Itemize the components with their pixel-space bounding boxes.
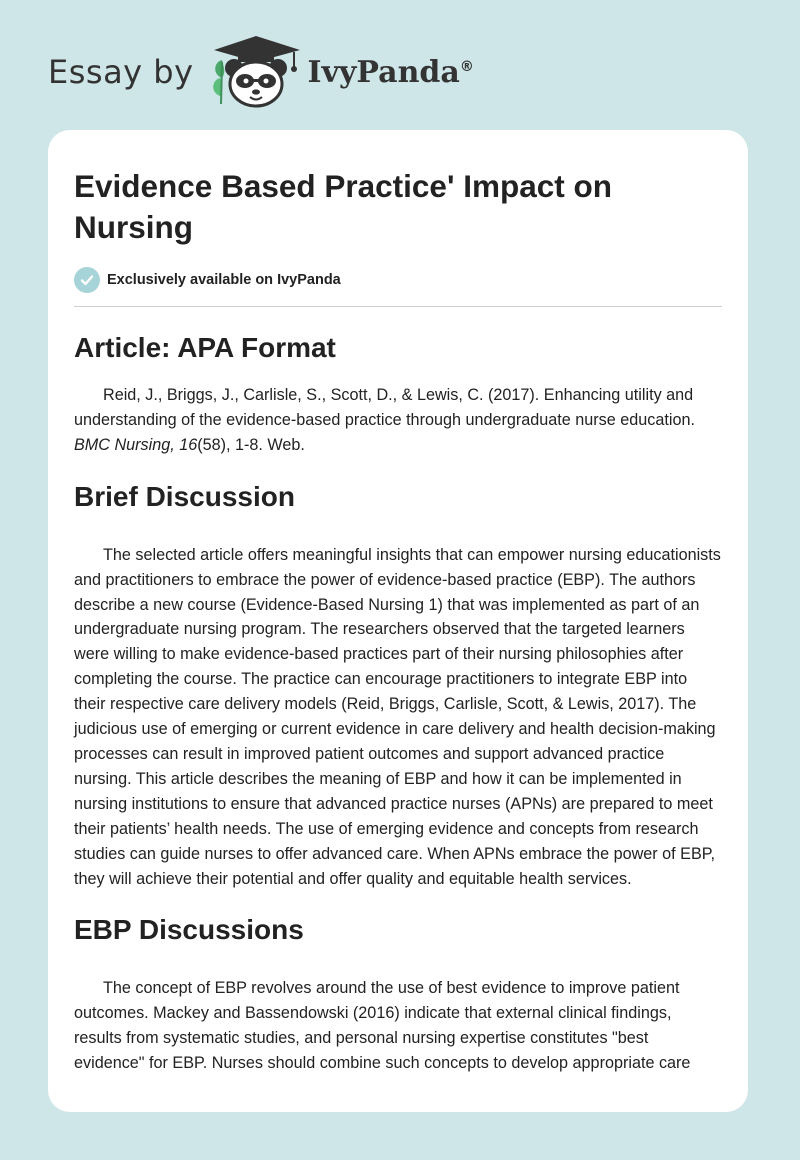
reference-tail: (58), 1-8. Web. <box>197 435 305 454</box>
check-circle-icon <box>74 267 100 293</box>
reference-journal: BMC Nursing, 16 <box>74 435 198 454</box>
brand-name[interactable]: IvyPanda® <box>307 54 474 90</box>
divider <box>74 306 722 307</box>
reference-lead: Reid, J., Briggs, J., Carlisle, S., Scott, D., & Lewis, C. (2017). Enhancing utility and understanding of the evidence-based practice through undergraduate nurse education. <box>74 386 695 429</box>
exclusive-text: Exclusively available on IvyPanda <box>107 272 341 288</box>
ebp-paragraph: The concept of EBP revolves around the use of best evidence to improve patient outcomes. Mackey and Bassendowski (2016) indicate that external clinical findings, results from systematic studies, and personal nursing expertise constitutes "best evidence" for EBP. Nurses should combine such concepts to develop appropriate care <box>74 979 691 1073</box>
section-heading-brief: Brief Discussion <box>74 480 295 512</box>
article-title: Evidence Based Practice' Impact on Nursing <box>74 168 612 245</box>
article-card <box>48 130 748 1112</box>
section-heading-apa: Article: APA Format <box>74 332 336 363</box>
apa-reference <box>74 383 722 458</box>
brief-paragraph: The selected article offers meaningful insights that can empower nursing educationists and practitioners to embrace the power of evidence-based practice (EBP). The authors describe a new course (Evidence-Based Nursing 1) that was implemented as part of an undergraduate nursing program. The researchers observed that the targeted learners were willing to make evidence-based practices part of their nursing philosophies after completing the course. The practice can encourage practitioners to integrate EBP into their respective care delivery models (Reid, Briggs, Carlisle, Scott, & Lewis, 2017). The judicious use of emerging or current evidence in care delivery and health decision-making processes can result in improved patient outcomes and support advanced practice nursing. This article describes the meaning of EBP and how it can be implemented in nursing institutions to ensure that advanced practice nurses (APNs) are prepared to meet their patients’ health needs. The use of emerging evidence and concepts from research studies can guide nurses to offer advanced care. When APNs embrace the power of EBP, they will achieve their potential and offer quality and equitable health services. <box>74 545 721 888</box>
panda-graduate-icon[interactable] <box>208 34 304 110</box>
section-heading-ebp: EBP Discussions <box>74 914 304 946</box>
site-header <box>48 34 488 110</box>
registered-mark: ® <box>459 58 474 75</box>
brand-prefix: Essay by <box>48 53 194 91</box>
exclusive-badge <box>74 266 722 294</box>
